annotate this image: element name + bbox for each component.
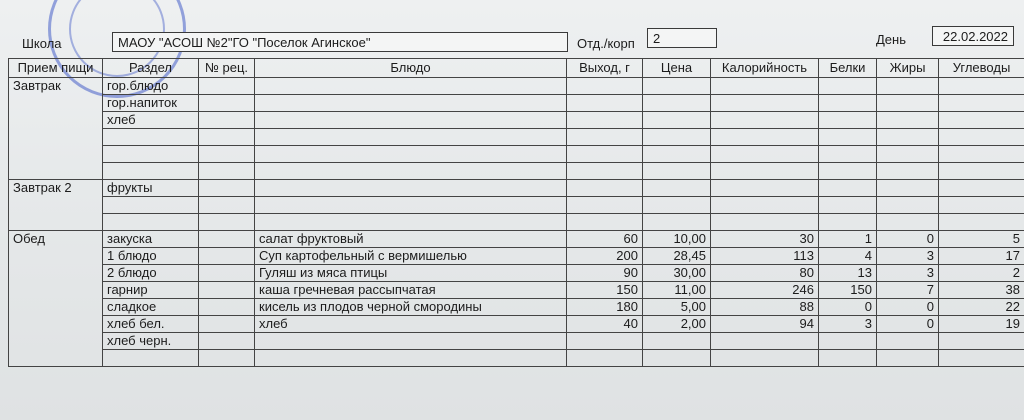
col-dish: Блюдо bbox=[255, 59, 567, 78]
kcal-cell: 113 bbox=[711, 248, 819, 265]
col-yield: Выход, г bbox=[567, 59, 643, 78]
price-cell: 28,45 bbox=[643, 248, 711, 265]
dish-cell: салат фруктовый bbox=[255, 231, 567, 248]
table-row bbox=[9, 231, 1024, 248]
section-cell: 1 блюдо bbox=[103, 248, 199, 265]
col-protein: Белки bbox=[819, 59, 877, 78]
price-cell: 11,00 bbox=[643, 282, 711, 299]
table-row bbox=[9, 299, 1024, 316]
carbs-cell: 2 bbox=[939, 265, 1024, 282]
kcal-cell: 246 bbox=[711, 282, 819, 299]
table-row bbox=[9, 316, 1024, 333]
carbs-cell: 17 bbox=[939, 248, 1024, 265]
kcal-cell: 80 bbox=[711, 265, 819, 282]
fat-cell: 0 bbox=[877, 231, 939, 248]
section-cell: 2 блюдо bbox=[103, 265, 199, 282]
dish-cell: кисель из плодов черной смородины bbox=[255, 299, 567, 316]
protein-cell: 3 bbox=[819, 316, 877, 333]
dish-cell: хлеб bbox=[255, 316, 567, 333]
dish-cell: каша гречневая рассыпчатая bbox=[255, 282, 567, 299]
col-meal: Прием пищи bbox=[9, 59, 103, 78]
col-recipe: № рец. bbox=[199, 59, 255, 78]
table-row bbox=[9, 197, 1024, 214]
price-cell: 5,00 bbox=[643, 299, 711, 316]
carbs-cell: 22 bbox=[939, 299, 1024, 316]
section-cell: гор.блюдо bbox=[103, 78, 199, 95]
price-cell: 30,00 bbox=[643, 265, 711, 282]
dept-field: 2 bbox=[647, 28, 717, 48]
table-row bbox=[9, 265, 1024, 282]
table-row bbox=[9, 248, 1024, 265]
kcal-cell: 94 bbox=[711, 316, 819, 333]
table-row bbox=[9, 350, 1024, 367]
yield-cell: 150 bbox=[567, 282, 643, 299]
section-cell: гарнир bbox=[103, 282, 199, 299]
section-cell: фрукты bbox=[103, 180, 199, 197]
yield-cell: 200 bbox=[567, 248, 643, 265]
col-section: Раздел bbox=[103, 59, 199, 78]
section-cell: закуска bbox=[103, 231, 199, 248]
table-row bbox=[9, 282, 1024, 299]
section-cell: гор.напиток bbox=[103, 95, 199, 112]
table-row bbox=[9, 163, 1024, 180]
fat-cell: 0 bbox=[877, 316, 939, 333]
fat-cell: 7 bbox=[877, 282, 939, 299]
dept-label: Отд./корп bbox=[577, 36, 635, 51]
section-cell: хлеб черн. bbox=[103, 333, 199, 350]
col-carbs: Углеводы bbox=[939, 59, 1024, 78]
yield-cell: 90 bbox=[567, 265, 643, 282]
carbs-cell: 38 bbox=[939, 282, 1024, 299]
date-field: 22.02.2022 bbox=[932, 26, 1014, 46]
col-kcal: Калорийность bbox=[711, 59, 819, 78]
table-header-row bbox=[9, 59, 1024, 78]
price-cell: 2,00 bbox=[643, 316, 711, 333]
kcal-cell: 30 bbox=[711, 231, 819, 248]
col-price: Цена bbox=[643, 59, 711, 78]
day-label: День bbox=[876, 32, 906, 47]
dish-cell: Гуляш из мяса птицы bbox=[255, 265, 567, 282]
kcal-cell: 88 bbox=[711, 299, 819, 316]
fat-cell: 0 bbox=[877, 299, 939, 316]
protein-cell: 150 bbox=[819, 282, 877, 299]
carbs-cell: 5 bbox=[939, 231, 1024, 248]
protein-cell: 13 bbox=[819, 265, 877, 282]
section-cell: хлеб bbox=[103, 112, 199, 129]
school-field: МАОУ "АСОШ №2"ГО "Поселок Агинское" bbox=[112, 32, 568, 52]
meal-lunch: Обед bbox=[9, 231, 103, 367]
dish-cell: Суп картофельный с вермишелью bbox=[255, 248, 567, 265]
meal-breakfast-2: Завтрак 2 bbox=[9, 180, 103, 231]
section-cell: сладкое bbox=[103, 299, 199, 316]
yield-cell: 180 bbox=[567, 299, 643, 316]
protein-cell: 0 bbox=[819, 299, 877, 316]
table-row bbox=[9, 78, 1024, 95]
table-row bbox=[9, 129, 1024, 146]
menu-table bbox=[8, 58, 1024, 367]
yield-cell: 60 bbox=[567, 231, 643, 248]
yield-cell: 40 bbox=[567, 316, 643, 333]
table-row bbox=[9, 112, 1024, 129]
section-cell: хлеб бел. bbox=[103, 316, 199, 333]
table-row bbox=[9, 95, 1024, 112]
protein-cell: 1 bbox=[819, 231, 877, 248]
table-row bbox=[9, 214, 1024, 231]
table-row bbox=[9, 333, 1024, 350]
carbs-cell: 19 bbox=[939, 316, 1024, 333]
fat-cell: 3 bbox=[877, 248, 939, 265]
table-row bbox=[9, 180, 1024, 197]
meal-breakfast: Завтрак bbox=[9, 78, 103, 180]
price-cell: 10,00 bbox=[643, 231, 711, 248]
col-fat: Жиры bbox=[877, 59, 939, 78]
fat-cell: 3 bbox=[877, 265, 939, 282]
table-row bbox=[9, 146, 1024, 163]
protein-cell: 4 bbox=[819, 248, 877, 265]
school-label: Школа bbox=[22, 36, 62, 51]
